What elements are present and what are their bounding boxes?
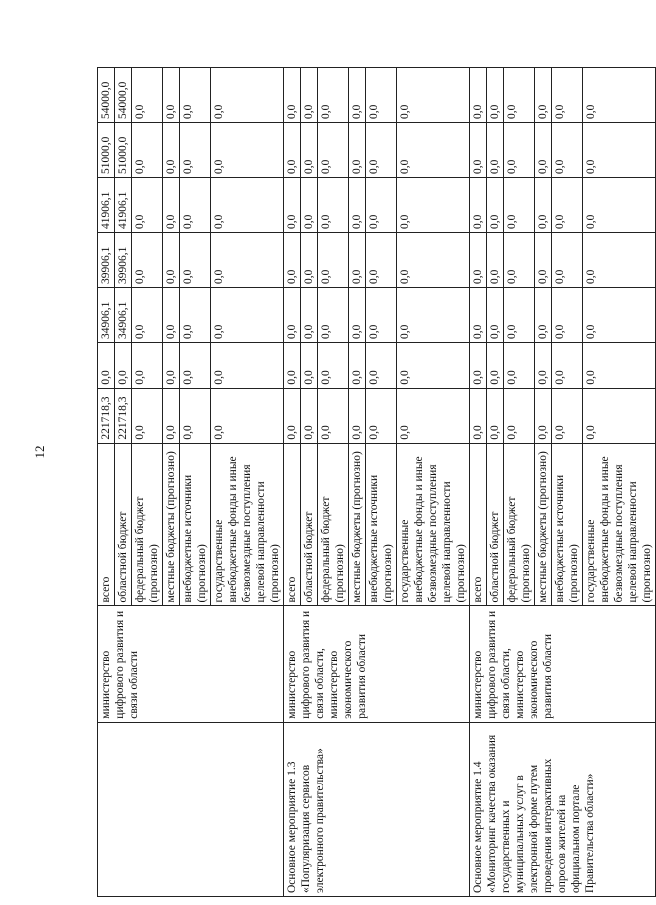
amount-cell: 54000,0 (115, 68, 132, 123)
amount-cell: 0,0 (487, 178, 504, 233)
amount-cell: 39906,1 (98, 233, 115, 288)
amount-cell: 0,0 (301, 123, 318, 178)
amount-cell: 0,0 (487, 68, 504, 123)
amount-cell: 0,0 (470, 123, 487, 178)
funding-source-cell: всего (98, 443, 115, 606)
measure-name-cell: Основное мероприятие 1.4 «Мониторинг качества оказания государственных и муниципальных услуг в электронной форме путем проведения интерактивных опросов жителей на официальном портале Правительства области» (470, 722, 656, 896)
amount-cell: 0,0 (504, 288, 535, 343)
executor-cell: министерство цифрового развития и связи области, министерство экономического развития области (470, 606, 656, 722)
amount-cell: 0,0 (504, 178, 535, 233)
amount-cell: 0,0 (180, 388, 211, 443)
amount-cell: 0,0 (504, 68, 535, 123)
amount-cell: 0,0 (98, 342, 115, 388)
amount-cell: 0,0 (318, 388, 349, 443)
table-row (98, 68, 115, 897)
amount-cell: 41906,1 (115, 178, 132, 233)
amount-cell: 0,0 (366, 123, 397, 178)
amount-cell: 0,0 (535, 68, 552, 123)
funding-source-cell: государственные внебюджетные фонды и иные безвозмездные поступления целевой направленности (прогнозно) (583, 443, 656, 606)
funding-source-cell: всего (470, 443, 487, 606)
amount-cell: 0,0 (163, 68, 180, 123)
amount-cell: 0,0 (583, 388, 656, 443)
page-number: 12 (32, 445, 47, 459)
amount-cell: 0,0 (504, 123, 535, 178)
funding-source-cell: государственные внебюджетные фонды и иные безвозмездные поступления целевой направленности (прогнозно) (397, 443, 470, 606)
amount-cell: 39906,1 (115, 233, 132, 288)
amount-cell: 0,0 (180, 68, 211, 123)
amount-cell: 0,0 (284, 342, 301, 388)
funding-source-cell: государственные внебюджетные фонды и иные безвозмездные поступления целевой направленности (прогнозно) (211, 443, 284, 606)
amount-cell: 0,0 (180, 342, 211, 388)
amount-cell: 0,0 (583, 342, 656, 388)
funding-source-cell: внебюджетные источники (прогнозно) (366, 443, 397, 606)
amount-cell: 0,0 (552, 68, 583, 123)
amount-cell: 51000,0 (98, 123, 115, 178)
amount-cell: 0,0 (132, 123, 163, 178)
amount-cell: 0,0 (211, 123, 284, 178)
amount-cell: 0,0 (470, 233, 487, 288)
amount-cell: 41906,1 (98, 178, 115, 233)
funding-source-cell: местные бюджеты (прогнозно) (349, 443, 366, 606)
amount-cell: 0,0 (552, 178, 583, 233)
table-row (284, 68, 301, 897)
amount-cell: 0,0 (366, 178, 397, 233)
funding-source-cell: областной бюджет (301, 443, 318, 606)
amount-cell: 221718,3 (98, 388, 115, 443)
amount-cell: 0,0 (552, 388, 583, 443)
amount-cell: 0,0 (180, 178, 211, 233)
amount-cell: 0,0 (318, 288, 349, 343)
amount-cell: 0,0 (583, 178, 656, 233)
amount-cell: 0,0 (504, 233, 535, 288)
amount-cell: 0,0 (132, 288, 163, 343)
measure-name-cell (98, 722, 284, 896)
amount-cell: 221718,3 (115, 388, 132, 443)
funding-source-cell: всего (284, 443, 301, 606)
amount-cell: 0,0 (284, 123, 301, 178)
amount-cell: 0,0 (487, 388, 504, 443)
amount-cell: 0,0 (115, 342, 132, 388)
amount-cell: 0,0 (180, 123, 211, 178)
amount-cell: 0,0 (163, 178, 180, 233)
amount-cell: 0,0 (470, 68, 487, 123)
amount-cell: 0,0 (349, 342, 366, 388)
amount-cell: 0,0 (132, 388, 163, 443)
amount-cell: 0,0 (132, 342, 163, 388)
amount-cell: 0,0 (470, 388, 487, 443)
funding-source-cell: федеральный бюджет (прогнозно) (504, 443, 535, 606)
amount-cell: 0,0 (301, 388, 318, 443)
amount-cell: 0,0 (366, 342, 397, 388)
executor-cell: министерство цифрового развития и связи области (98, 606, 284, 722)
amount-cell: 34906,1 (115, 288, 132, 343)
amount-cell: 0,0 (583, 288, 656, 343)
amount-cell: 0,0 (349, 233, 366, 288)
funding-source-cell: федеральный бюджет (прогнозно) (132, 443, 163, 606)
funding-source-cell: внебюджетные источники (прогнозно) (180, 443, 211, 606)
amount-cell: 0,0 (318, 123, 349, 178)
amount-cell: 0,0 (470, 342, 487, 388)
amount-cell: 0,0 (211, 342, 284, 388)
amount-cell: 0,0 (487, 123, 504, 178)
amount-cell: 0,0 (535, 123, 552, 178)
amount-cell: 0,0 (318, 233, 349, 288)
amount-cell: 0,0 (397, 288, 470, 343)
amount-cell: 0,0 (535, 288, 552, 343)
amount-cell: 0,0 (397, 123, 470, 178)
amount-cell: 0,0 (583, 233, 656, 288)
amount-cell: 0,0 (284, 388, 301, 443)
amount-cell: 0,0 (180, 288, 211, 343)
budget-table (97, 67, 656, 897)
amount-cell: 0,0 (535, 233, 552, 288)
amount-cell: 0,0 (397, 342, 470, 388)
amount-cell: 0,0 (535, 178, 552, 233)
amount-cell: 0,0 (552, 123, 583, 178)
amount-cell: 0,0 (132, 68, 163, 123)
rotated-page-content (97, 67, 653, 897)
amount-cell: 0,0 (349, 388, 366, 443)
amount-cell: 0,0 (163, 123, 180, 178)
amount-cell: 0,0 (318, 68, 349, 123)
amount-cell: 0,0 (535, 342, 552, 388)
amount-cell: 0,0 (284, 288, 301, 343)
amount-cell: 0,0 (211, 288, 284, 343)
amount-cell: 0,0 (163, 288, 180, 343)
amount-cell: 0,0 (397, 178, 470, 233)
amount-cell: 0,0 (366, 288, 397, 343)
measure-name-cell: Основное мероприятие 1.3 «Популяризация сервисов электронного правительства» (284, 722, 470, 896)
funding-source-cell: областной бюджет (115, 443, 132, 606)
amount-cell: 0,0 (504, 388, 535, 443)
amount-cell: 0,0 (163, 342, 180, 388)
amount-cell: 0,0 (284, 233, 301, 288)
amount-cell: 0,0 (583, 68, 656, 123)
amount-cell: 0,0 (470, 288, 487, 343)
funding-source-cell: федеральный бюджет (прогнозно) (318, 443, 349, 606)
amount-cell: 0,0 (397, 233, 470, 288)
amount-cell: 0,0 (349, 68, 366, 123)
table-row (470, 68, 487, 897)
amount-cell: 0,0 (211, 68, 284, 123)
amount-cell: 0,0 (349, 178, 366, 233)
amount-cell: 54000,0 (98, 68, 115, 123)
amount-cell: 0,0 (583, 123, 656, 178)
amount-cell: 0,0 (318, 342, 349, 388)
amount-cell: 0,0 (487, 342, 504, 388)
amount-cell: 0,0 (284, 68, 301, 123)
amount-cell: 0,0 (301, 178, 318, 233)
amount-cell: 0,0 (552, 288, 583, 343)
amount-cell: 0,0 (180, 233, 211, 288)
amount-cell: 0,0 (470, 178, 487, 233)
amount-cell: 0,0 (163, 233, 180, 288)
executor-cell: министерство цифрового развития и связи области, министерство экономического развития области (284, 606, 470, 722)
amount-cell: 0,0 (211, 388, 284, 443)
funding-source-cell: местные бюджеты (прогнозно) (163, 443, 180, 606)
funding-source-cell: областной бюджет (487, 443, 504, 606)
amount-cell: 0,0 (535, 388, 552, 443)
amount-cell: 0,0 (211, 233, 284, 288)
amount-cell: 0,0 (487, 288, 504, 343)
funding-source-cell: внебюджетные источники (прогнозно) (552, 443, 583, 606)
amount-cell: 0,0 (552, 233, 583, 288)
amount-cell: 0,0 (301, 342, 318, 388)
amount-cell: 0,0 (301, 68, 318, 123)
amount-cell: 0,0 (349, 288, 366, 343)
amount-cell: 0,0 (366, 68, 397, 123)
amount-cell: 51000,0 (115, 123, 132, 178)
amount-cell: 0,0 (487, 233, 504, 288)
amount-cell: 0,0 (366, 233, 397, 288)
amount-cell: 0,0 (163, 388, 180, 443)
amount-cell: 0,0 (301, 233, 318, 288)
amount-cell: 0,0 (132, 233, 163, 288)
amount-cell: 0,0 (552, 342, 583, 388)
funding-source-cell: местные бюджеты (прогнозно) (535, 443, 552, 606)
amount-cell: 34906,1 (98, 288, 115, 343)
amount-cell: 0,0 (397, 68, 470, 123)
amount-cell: 0,0 (132, 178, 163, 233)
amount-cell: 0,0 (366, 388, 397, 443)
amount-cell: 0,0 (349, 123, 366, 178)
amount-cell: 0,0 (397, 388, 470, 443)
amount-cell: 0,0 (504, 342, 535, 388)
amount-cell: 0,0 (211, 178, 284, 233)
amount-cell: 0,0 (301, 288, 318, 343)
amount-cell: 0,0 (318, 178, 349, 233)
amount-cell: 0,0 (284, 178, 301, 233)
budget-table-body (98, 68, 656, 897)
